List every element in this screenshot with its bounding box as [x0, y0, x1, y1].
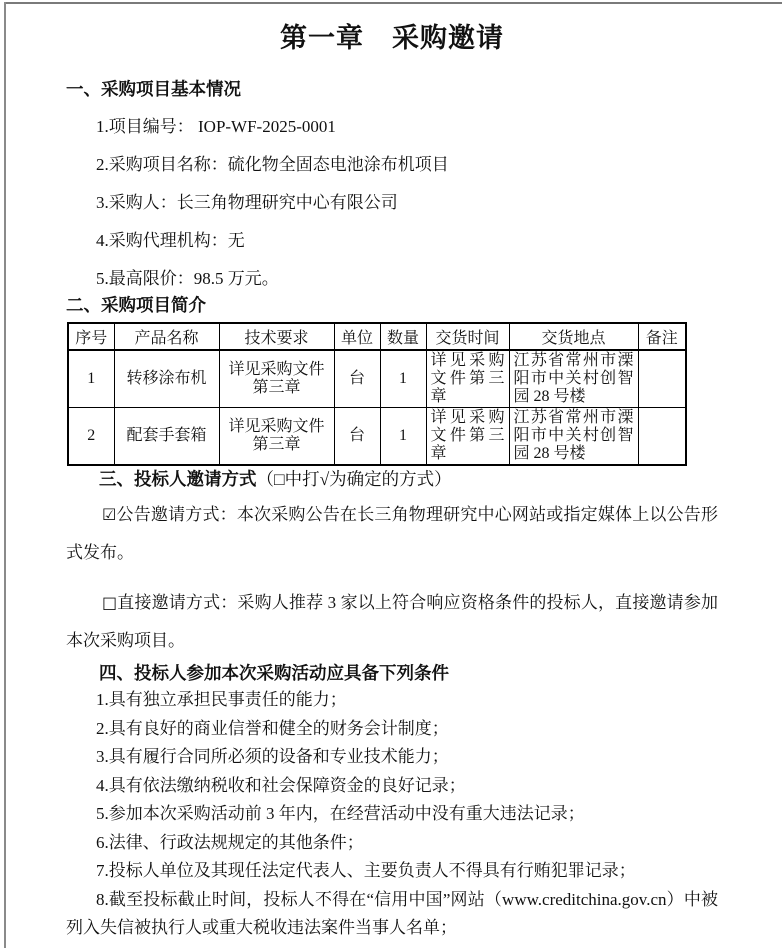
products-table: [67, 322, 687, 466]
checked-checkbox-icon: ☑: [102, 505, 117, 524]
purchaser-item: 3.采购人：长三角物理研究中心有限公司: [96, 193, 398, 212]
table-row: [68, 408, 686, 466]
condition-item-8: 8.截至投标截止时间，投标人不得在“信用中国”网站（www.creditchina.gov.cn）中被列入失信被执行人或重大税收违法案件当事人名单；: [66, 889, 718, 937]
price-limit-item: 5.最高限价：98.5 万元。: [96, 269, 279, 288]
col-header-delivery-time: 交货时间: [426, 323, 509, 350]
table-row: [68, 350, 686, 408]
invitation-option-public-text: 公告邀请方式：本次采购公告在长三角物理研究中心网站或指定媒体上以公告形式发布。: [66, 505, 718, 562]
condition-item-3: 3.具有履行合同所必须的设备和专业技术能力；: [96, 747, 449, 766]
condition-item-6: 6.法律、行政法规规定的其他条件；: [96, 832, 364, 852]
agency-item: 4.采购代理机构：无: [96, 231, 245, 250]
project-number-item: 1.项目编号： IOP-WF-2025-0001: [96, 117, 336, 136]
section-3-heading-note: （□中打√为确定的方式）: [256, 469, 452, 489]
table-header-row: [68, 323, 686, 350]
condition-item-2: 2.具有良好的商业信誉和健全的财务会计制度；: [96, 718, 449, 738]
cell-remark: [638, 408, 686, 466]
invitation-option-direct-text: 直接邀请方式：采购人推荐 3 家以上符合响应资格条件的投标人，直接邀请参加本次采购项目。: [66, 593, 718, 650]
col-header-remark: 备注: [638, 323, 686, 350]
invitation-option-direct: [66, 584, 718, 660]
cell-unit: 台: [334, 350, 380, 408]
cell-qty: 1: [380, 408, 426, 466]
unchecked-checkbox-icon: □: [102, 593, 118, 612]
section-2-heading: 二、采购项目简介: [66, 295, 206, 315]
col-header-qty: 数量: [380, 323, 426, 350]
section-3-heading: [66, 466, 718, 492]
condition-item-4: 4.具有依法缴纳税收和社会保障资金的良好记录；: [96, 775, 466, 795]
cell-remark: [638, 350, 686, 408]
condition-item-5: 5.参加本次采购活动前 3 年内，在经营活动中没有重大违法记录；: [96, 804, 585, 823]
project-name-item: 2.采购项目名称：硫化物全固态电池涂布机项目: [96, 155, 449, 174]
cell-qty: 1: [380, 350, 426, 408]
cell-product: 转移涂布机: [114, 350, 219, 408]
col-header-index: 序号: [68, 323, 114, 350]
cell-delivery-place: 江苏省常州市溧阳市中关村创智园 28 号楼: [509, 408, 638, 466]
cell-delivery-time: 详见采购文件第三章: [426, 408, 509, 466]
page-title: 第一章 采购邀请: [280, 23, 504, 53]
condition-item-7: 7.投标人单位及其现任法定代表人、主要负责人不得具有行贿犯罪记录；: [96, 861, 636, 880]
condition-item-1: 1.具有独立承担民事责任的能力；: [96, 690, 347, 709]
section-1-heading: 一、采购项目基本情况: [66, 79, 241, 99]
cell-product: 配套手套箱: [114, 408, 219, 466]
invitation-option-public: [66, 496, 718, 572]
cell-unit: 台: [334, 408, 380, 466]
cell-delivery-time: 详见采购文件第三章: [426, 350, 509, 408]
col-header-tech-req: 技术要求: [219, 323, 334, 350]
section-3-heading-bold: 三、投标人邀请方式: [99, 469, 257, 489]
col-header-unit: 单位: [334, 323, 380, 350]
section-4-heading: 四、投标人参加本次采购活动应具备下列条件: [99, 663, 449, 683]
cell-index: 2: [68, 408, 114, 466]
cell-delivery-place: 江苏省常州市溧阳市中关村创智园 28 号楼: [509, 350, 638, 408]
col-header-product: 产品名称: [114, 323, 219, 350]
cell-tech-req: 详见采购文件第三章: [219, 408, 334, 466]
cell-tech-req: 详见采购文件第三章: [219, 350, 334, 408]
col-header-delivery-place: 交货地点: [509, 323, 638, 350]
cell-index: 1: [68, 350, 114, 408]
